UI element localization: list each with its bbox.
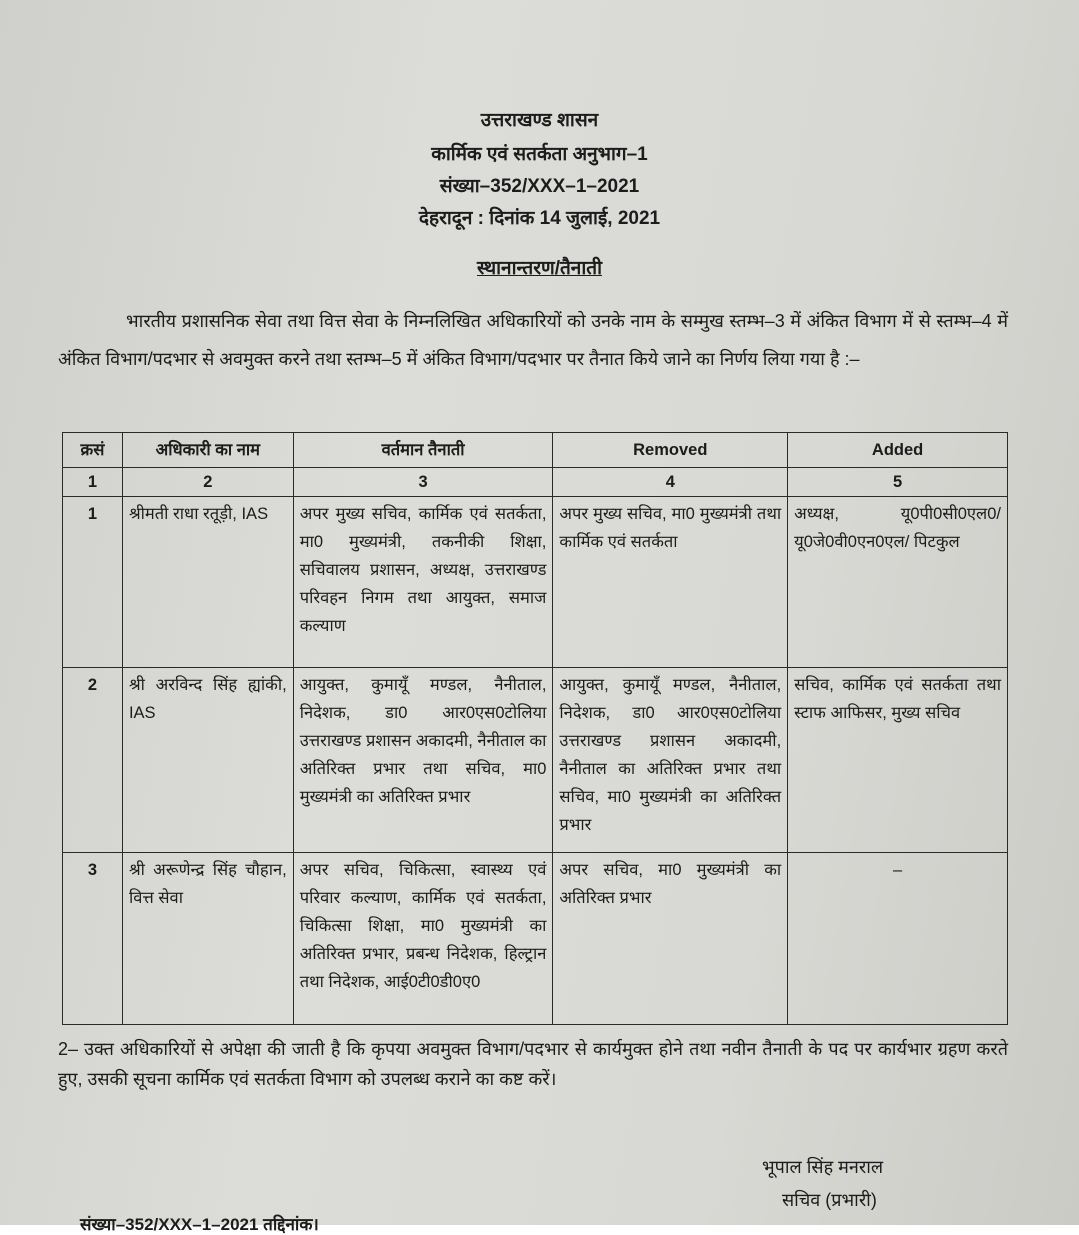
cell-removed: अपर मुख्य सचिव, मा0 मुख्यमंत्री तथा कार्मिक एवं सतर्कता <box>553 497 788 668</box>
cell-sno: 1 <box>63 497 123 668</box>
transfer-table <box>62 432 1008 1025</box>
intro-paragraph: भारतीय प्रशासनिक सेवा तथा वित्त सेवा के निम्नलिखित अधिकारियों को उनके नाम के सम्मुख स्तम्भ–3 में अंकित विभाग में से स्तम्भ–4 में अंकित विभाग/पदभार से अवमुक्त करने तथा स्तम्भ–5 में अंकित विभाग/पदभार पर तैनात किये जाने का निर्णय लिया गया है :– <box>58 311 1008 369</box>
cell-current: अपर मुख्य सचिव, कार्मिक एवं सतर्कता, मा0 मुख्यमंत्री, तकनीकी शिक्षा, सचिवालय प्रशासन, अध्यक्ष, उत्तराखण्ड परिवहन निगम तथा आयुक्त, समाज कल्याण <box>293 497 553 668</box>
cell-current: आयुक्त, कुमायूँ मण्डल, नैनीताल, निदेशक, डा0 आर0एस0टोलिया उत्तराखण्ड प्रशासन अकादमी, नैनीताल का अतिरिक्त प्रभार तथा सचिव, मा0 मुख्यमंत्री का अतिरिक्त प्रभार <box>293 668 553 853</box>
cell-removed: आयुक्त, कुमायूँ मण्डल, नैनीताल, निदेशक, डा0 आर0एस0टोलिया उत्तराखण्ड प्रशासन अकादमी, नैनीताल का अतिरिक्त प्रभार तथा सचिव, मा0 मुख्यमंत्री का अतिरिक्त प्रभार <box>553 668 788 853</box>
place-date: देहरादून : दिनांक 14 जुलाई, 2021 <box>418 208 661 229</box>
cell-name: श्रीमती राधा रतूड़ी, IAS <box>122 497 293 668</box>
cell-added: अध्यक्ष, यू0पी0सी0एल0/ यू0जे0वी0एन0एल/ पिटकुल <box>788 497 1008 668</box>
table-row <box>63 853 1008 1025</box>
order-number: संख्या–352/XXX–1–2021 <box>439 176 640 197</box>
subject-title: स्थानान्तरण/तैनाती <box>476 258 603 279</box>
cell-current: अपर सचिव, चिकित्सा, स्वास्थ्य एवं परिवार कल्याण, कार्मिक एवं सतर्कता, चिकित्सा शिक्षा, मा0 मुख्यमंत्री का अतिरिक्त प्रभार, प्रबन्ध निदेशक, हिल्ट्रान तथा निदेशक, आई0टी0डी0ए0 <box>293 853 553 1025</box>
header-sno: क्रसं <box>63 433 123 468</box>
col-num: 1 <box>63 468 123 497</box>
table-row <box>63 497 1008 668</box>
cell-added: – <box>788 853 1008 1025</box>
col-num: 5 <box>788 468 1008 497</box>
col-num: 2 <box>122 468 293 497</box>
column-number-row <box>63 468 1008 497</box>
cell-removed: अपर सचिव, मा0 मुख्यमंत्री का अतिरिक्त प्रभार <box>553 853 788 1025</box>
table-header-row <box>63 433 1008 468</box>
col-num: 4 <box>553 468 788 497</box>
cell-sno: 2 <box>63 668 123 853</box>
table-row <box>63 668 1008 853</box>
signatory-designation: सचिव (प्रभारी) <box>782 1190 877 1210</box>
instruction-paragraph: 2– उक्त अधिकारियों से अपेक्षा की जाती है कि कृपया अवमुक्त विभाग/पदभार से कार्यमुक्त होने तथा नवीन तैनाती के पद पर कार्यभार ग्रहण करते हुए, उसकी सूचना कार्मिक एवं सतर्कता विभाग को उपलब्ध कराने का कष्ट करें। <box>58 1039 1008 1089</box>
col-num: 3 <box>293 468 553 497</box>
signatory-name: भूपाल सिंह मनराल <box>762 1157 884 1177</box>
header-current: वर्तमान तैनाती <box>293 433 553 468</box>
header-added: Added <box>788 433 1008 468</box>
cell-name: श्री अरविन्द सिंह ह्यांकी, IAS <box>122 668 293 853</box>
govt-name: उत्तराखण्ड शासन <box>480 110 599 131</box>
section-name: कार्मिक एवं सतर्कता अनुभाग–1 <box>431 144 648 165</box>
footer-reference: संख्या–352/XXX–1–2021 तद्दिनांक। <box>80 1215 319 1234</box>
header-name: अधिकारी का नाम <box>122 433 293 468</box>
cell-added: सचिव, कार्मिक एवं सतर्कता तथा स्टाफ आफिसर, मुख्य सचिव <box>788 668 1008 853</box>
header-removed: Removed <box>553 433 788 468</box>
cell-name: श्री अरूणेन्द्र सिंह चौहान, वित्त सेवा <box>122 853 293 1025</box>
cell-sno: 3 <box>63 853 123 1025</box>
